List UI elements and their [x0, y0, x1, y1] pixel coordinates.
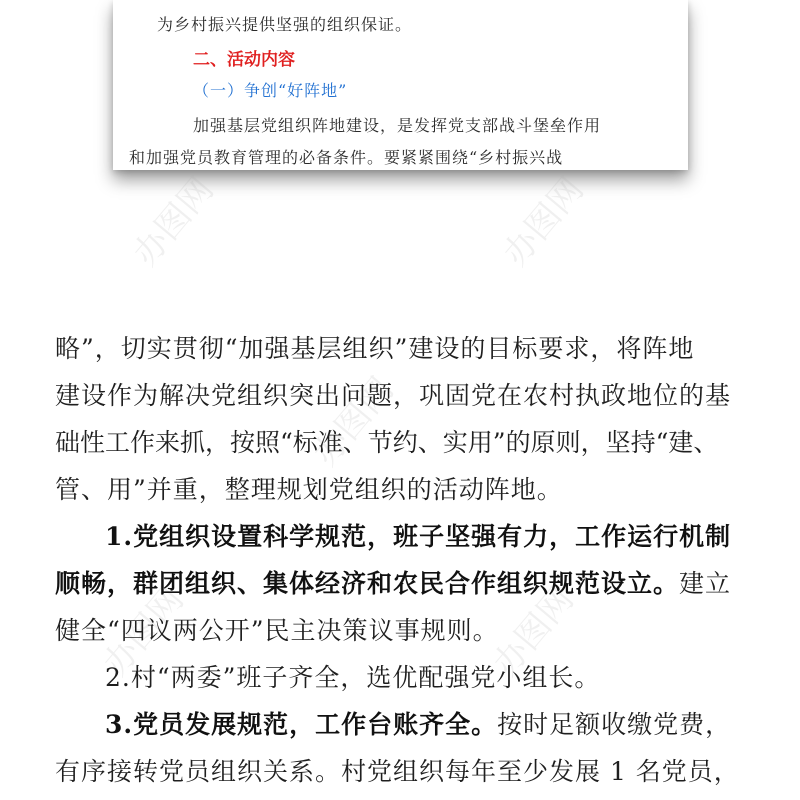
- preview-section-heading: 二、活动内容: [193, 50, 295, 70]
- bold-phrase: 3.党员发展规范，工作台账齐全。: [105, 710, 498, 739]
- body-line: [55, 701, 755, 748]
- body-line: [55, 560, 755, 607]
- body-line: 建设作为解决党组织突出问题，巩固党在农村执政地位的基: [55, 381, 732, 410]
- document-body: [55, 325, 755, 795]
- preview-line: 和加强党员教育管理的必备条件。要紧紧围绕“乡村振兴战: [129, 148, 564, 167]
- body-line: 健全“四议两公开”民主决策议事规则。: [55, 616, 499, 645]
- body-line: 管、用”并重，整理规划党组织的活动阵地。: [55, 475, 563, 504]
- body-line-bold: 1.党组织设置科学规范，班子坚强有力，工作运行机制: [105, 522, 732, 551]
- body-line: 略”，切实贯彻“加强基层组织”建设的目标要求，将阵地: [55, 334, 695, 363]
- watermark: 办图网: [485, 579, 582, 684]
- preview-line: 加强基层党组织阵地建设，是发挥党支部战斗堡垒作用: [193, 116, 602, 135]
- preview-subheading: （一）争创“好阵地”: [193, 81, 348, 100]
- bold-phrase: 顺畅，群团组织、集体经济和农民合作组织规范设立。: [55, 569, 680, 598]
- preview-line: 为乡村振兴提供坚强的组织保证。: [157, 15, 413, 34]
- plain-phrase: 建立: [679, 569, 732, 598]
- body-line: 2.村“两委”班子齐全，选优配强党小组长。: [105, 663, 601, 692]
- watermark: 办图网: [95, 579, 192, 684]
- document-preview-card: [113, 0, 688, 170]
- watermark: 办图网: [305, 369, 402, 474]
- body-line: 有序接转党员组织关系。村党组织每年至少发展 1 名党员，: [55, 757, 740, 786]
- body-line: 础性工作来抓，按照“标准、节约、实用”的原则，坚持“建、: [55, 428, 719, 457]
- watermark: 办图网: [125, 169, 222, 274]
- watermark: 办图网: [495, 169, 592, 274]
- plain-phrase: 按时足额收缴党费，: [497, 710, 732, 739]
